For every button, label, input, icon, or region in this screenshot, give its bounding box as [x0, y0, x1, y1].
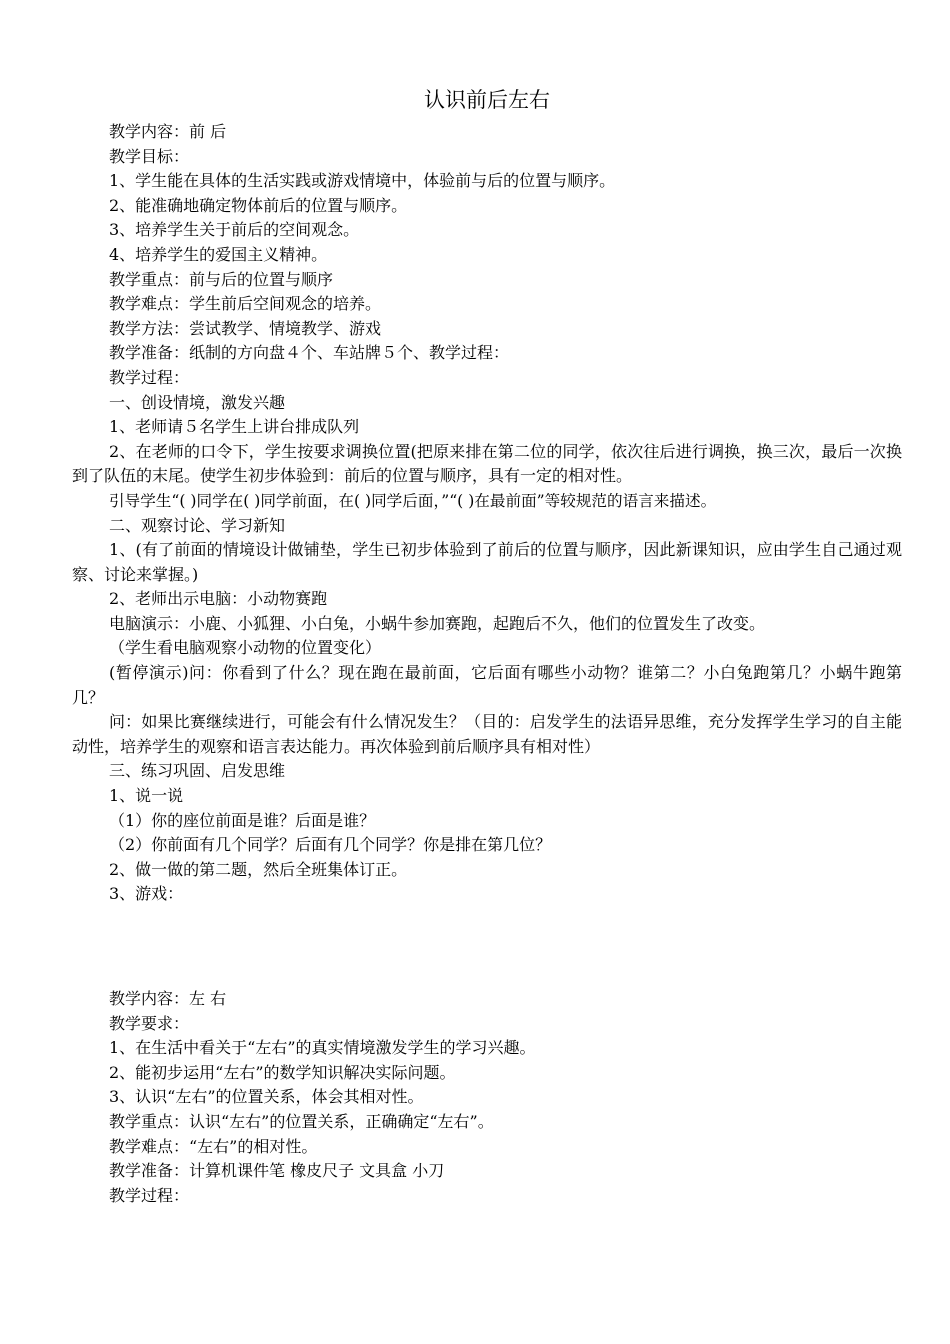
key-point-2: 教学重点：认识“左右”的位置关系，正确确定“左右”。	[109, 1111, 494, 1131]
step-paragraph: 2、在老师的口令下，学生按要求调换位置(把原来排在第二位的同学，依次往后进行调换，换三次，最后一次换到了队伍的末尾。使学生初步体验到：前后的位置与顺序，具有一定的相对性。	[72, 441, 902, 486]
key-point: 教学重点：前与后的位置与顺序	[109, 269, 334, 289]
goals-heading: 教学目标：	[109, 146, 190, 166]
difficulty-2: 教学难点：“左右”的相对性。	[109, 1136, 318, 1156]
step-paragraph: (暂停演示)问：你看到了什么？现在跑在最前面，它后面有哪些小动物？谁第二？小白兔跑第几？小蜗牛跑第几？	[72, 663, 902, 707]
document-title: 认识前后左右	[424, 88, 550, 112]
step-item: 1、老师请５名学生上讲台排成队列	[109, 417, 360, 437]
goal-item: 2、能准确地确定物体前后的位置与顺序。	[109, 195, 408, 215]
requirement-item: 2、能初步运用“左右”的数学知识解决实际问题。	[109, 1062, 456, 1082]
step-heading: 二、观察讨论、学习新知	[109, 515, 286, 535]
step-heading: 三、练习巩固、启发思维	[109, 761, 286, 781]
teaching-method: 教学方法：尝试教学、情境教学、游戏	[109, 318, 382, 338]
difficulty: 教学难点：学生前后空间观念的培养。	[109, 294, 382, 314]
section-gap	[72, 907, 902, 987]
step-item: 2、老师出示电脑：小动物赛跑	[109, 589, 328, 609]
step-paragraph: 1、(有了前面的情境设计做铺垫，学生已初步体验到了前后的位置与顺序，因此新课知识，应由学生自己通过观察、讨论来掌握。)	[72, 540, 902, 584]
process-heading-2: 教学过程：	[109, 1185, 190, 1205]
question-item: （2）你前面有几个同学？后面有几个同学？你是排在第几位？	[109, 835, 552, 855]
requirement-item: 1、在生活中看关于“左右”的真实情境激发学生的学习兴趣。	[109, 1038, 536, 1058]
step-item: 2、做一做的第二题，然后全班集体订正。	[109, 859, 408, 879]
step-item: 3、游戏：	[109, 884, 184, 904]
step-item: 电脑演示：小鹿、小狐狸、小白兔，小蜗牛参加赛跑，起跑后不久，他们的位置发生了改变。	[109, 613, 766, 633]
step-item: 1、说一说	[109, 786, 184, 806]
step-item: （学生看电脑观察小动物的位置变化）	[109, 638, 382, 658]
teaching-prep: 教学准备：纸制的方向盘４个、车站牌５个、教学过程：	[109, 343, 510, 363]
step-heading: 一、创设情境，激发兴趣	[109, 392, 286, 412]
question-item: （1）你的座位前面是谁？后面是谁？	[109, 810, 376, 830]
teaching-content-2: 教学内容：左 右	[109, 989, 227, 1008]
process-heading: 教学过程：	[109, 367, 190, 387]
requirement-item: 3、认识“左右”的位置关系，体会其相对性。	[109, 1087, 424, 1107]
requirements-heading: 教学要求：	[109, 1013, 190, 1033]
goal-item: 3、培养学生关于前后的空间观念。	[109, 220, 360, 240]
step-paragraph: 问：如果比赛继续进行，可能会有什么情况发生？（目的：启发学生的法语异思维，充分发挥学生学习的自主能动性，培养学生的观察和语言表达能力。再次体验到前后顺序具有相对性）	[72, 712, 902, 756]
document-page	[72, 86, 902, 1208]
goal-item: 4、培养学生的爱国主义精神。	[109, 244, 328, 264]
step-item: 引导学生“( )同学在( )同学前面，在( )同学后面，”“( )在最前面”等较规范的语言来描述。	[109, 491, 717, 510]
teaching-prep-2: 教学准备：计算机课件笔 橡皮尺子 文具盒 小刀	[109, 1161, 445, 1181]
teaching-content: 教学内容：前 后	[109, 122, 227, 141]
goal-item: 1、学生能在具体的生活实践或游戏情境中，体验前与后的位置与顺序。	[109, 171, 616, 191]
